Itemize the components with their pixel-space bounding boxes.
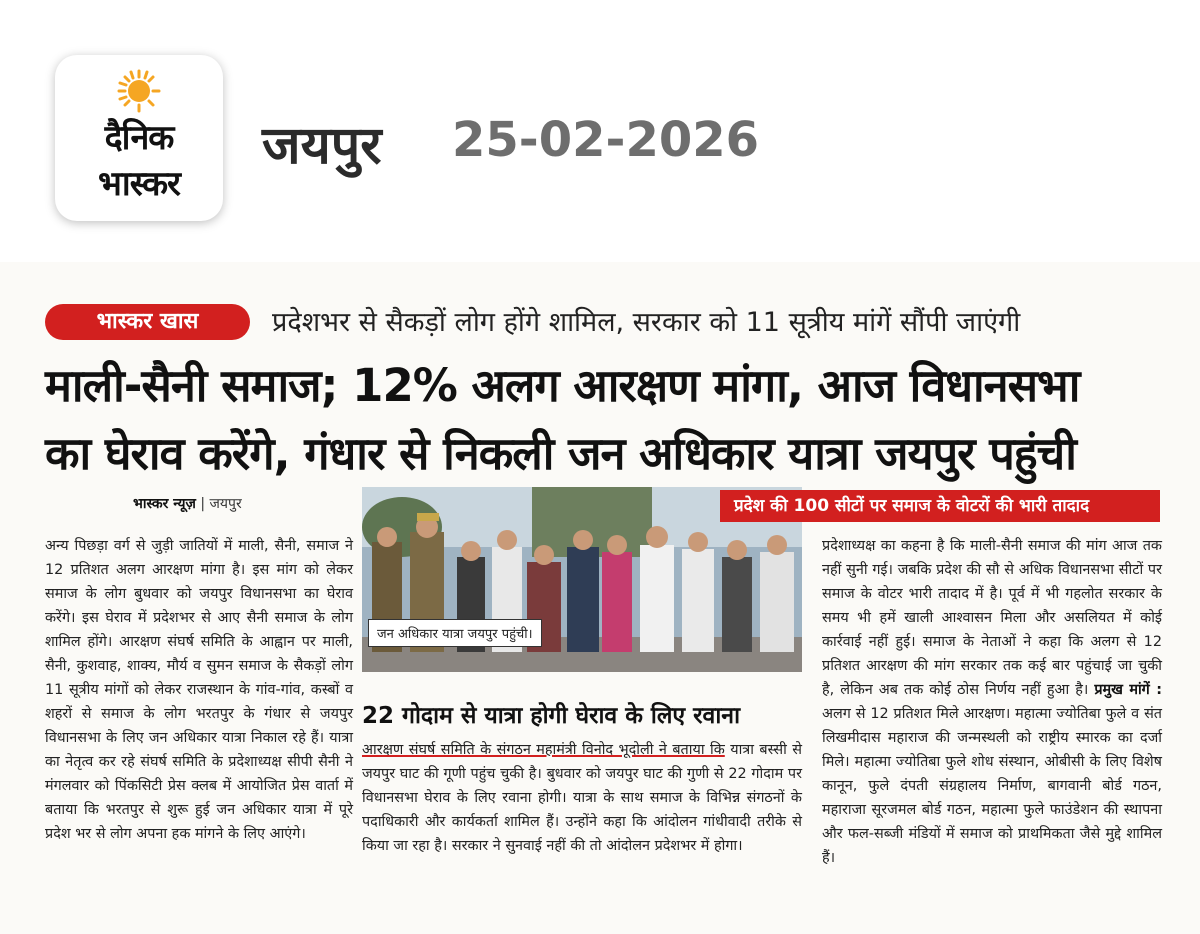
kicker-line: प्रदेशभर से सैकड़ों लोग होंगे शामिल, सरकार को 11 सूत्रीय मांगें सौंपी जाएंगी: [272, 307, 1021, 338]
byline-city: जयपुर: [209, 496, 242, 512]
subheadline: 22 गोदाम से यात्रा होगी घेराव के लिए रवाना: [362, 703, 741, 729]
headline-line1: माली-सैनी समाज; 12% अलग आरक्षण मांगा, आज विधानसभा: [45, 359, 1080, 412]
demands-label: प्रमुख मांगें :: [1094, 682, 1162, 698]
byline-source: भास्कर न्यूज़: [133, 496, 196, 512]
logo-line2: भास्कर: [98, 164, 180, 204]
sun-icon: [117, 69, 161, 113]
article-column-3: [822, 534, 1162, 870]
header: [0, 0, 1200, 262]
newspaper-clipping: [0, 262, 1200, 934]
headline-line2: का घेराव करेंगे, गंधार से निकली जन अधिकार यात्रा जयपुर पहुंची: [45, 427, 1076, 480]
edition-date: 25-02-2026: [452, 112, 760, 168]
byline: भास्कर न्यूज़ | जयपुर: [133, 496, 242, 512]
edition-city: जयपुर: [262, 116, 382, 176]
article-column-1: अन्य पिछड़ा वर्ग से जुड़ी जातियों में माली, सैनी, समाज ने 12 प्रतिशत अलग आरक्षण मांगा है। इस मांग को लेकर समाज के लोग बुधवार को जयपुर विधानसभा का घेराव करेंगे। इस घेराव में प्रदेशभर से आए सैनी समाज के लोग शामिल होंगे। आरक्षण संघर्ष समिति के आह्वान पर माली, सैनी, कुशवाह, शाक्य, मौर्य व सुमन समाज के सैकड़ों लोग 11 सूत्रीय मांगों को लेकर राजस्थान के गांव-गांव, कस्बों व शहरों से समाज के लोग भरतपुर के गंधार से जयपुर विधानसभा के लिए जन अधिकार यात्रा निकाल रहे हैं। यात्रा का नेतृत्व कर रहे संघर्ष समिति के प्रदेशाध्यक्ष सीपी सैनी ने मंगलवार को पिंकसिटी प्रेस क्लब में आयोजित प्रेस वार्ता में बताया कि भरतपुर से शुरू हुई जन अधिकार यात्रा में पूरे प्रदेश भर से लोग अपना हक मांगने के लिए आएंगे।: [45, 538, 353, 842]
article-column-2: [362, 738, 802, 858]
demands-text: अलग से 12 प्रतिशत मिले आरक्षण। महात्मा ज्योतिबा फुले व संत लिखमीदास महाराज की जन्मस्थली को राष्ट्रीय स्मारक का दर्जा मिले। महात्मा ज्योतिबा फुले शोध संस्थान, ओबीसी के लिए विशेष कानून, फुले दंपती संग्रहालय निर्माण, बागवानी बोर्ड गठन, महाराजा सूरजमल बोर्ड गठन, महात्मा फुले फाउंडेशन की स्थापना और फल-सब्जी मंडियों में समाज को प्राथमिकता जैसे मुद्दे शामिल हैं।: [822, 706, 1162, 866]
photo-red-banner: प्रदेश की 100 सीटों पर समाज के वोटरों की भारी तादाद: [720, 490, 1160, 522]
logo-line1: दैनिक: [104, 118, 174, 158]
dainik-bhaskar-logo: [55, 55, 223, 221]
column-2-body: यात्रा बस्सी से जयपुर घाट की गूणी पहुंच चुकी है। बुधवार को जयपुर घाट की गुणी से 22 गोदाम पर विधानसभा घेराव के लिए रवाना होगी। यात्रा के साथ समाज के विभिन्न संगठनों के पदाधिकारी और कार्यकर्ता शामिल हैं। उन्होंने कहा कि आंदोलन गांधीवादी तरीके से किया जा रहा है। सरकार ने सुनवाई नहीं की तो आंदोलन प्रदेशभर में होगा।: [362, 742, 803, 854]
photo-caption: जन अधिकार यात्रा जयपुर पहुंची।: [368, 619, 542, 647]
underlined-lead: आरक्षण संघर्ष समिति के संगठन महामंत्री विनोद भूदोली ने बताया कि: [362, 742, 725, 758]
section-badge: भास्कर खास: [45, 304, 250, 340]
column-3-body: प्रदेशाध्यक्ष का कहना है कि माली-सैनी समाज की मांग आज तक नहीं सुनी गई। जबकि प्रदेश की सौ से अधिक विधानसभा सीटों पर समाज के वोटर भारी तादाद में है। पूर्व में भी गहलोत सरकार के समय भी हमें खाली आश्वासन मिला और असलियत में कोई कार्रवाई नहीं हुई। समाज के नेताओं ने कहा कि अलग से 12 प्रतिशत आरक्षण की मांग सरकार तक कई बार पहुंचाई जा चुकी है, लेकिन अब तक कोई ठोस निर्णय नहीं हुआ है।: [822, 538, 1162, 698]
